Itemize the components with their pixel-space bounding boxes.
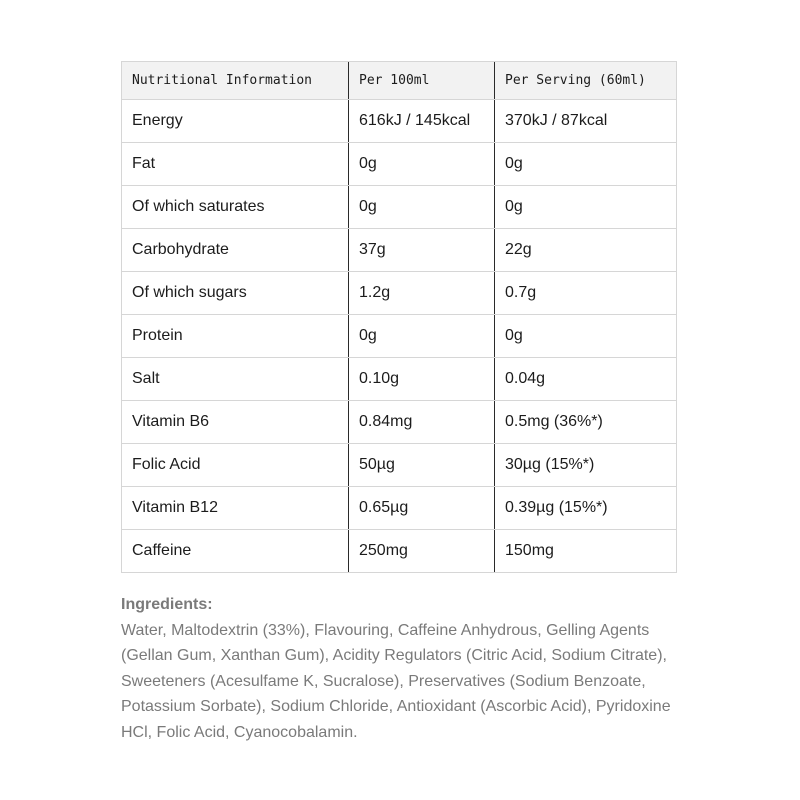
table-row xyxy=(122,186,677,229)
header-per-100ml: Per 100ml xyxy=(349,62,495,100)
nutrient-name: Fat xyxy=(122,143,349,186)
nutrient-name: Caffeine xyxy=(122,530,349,573)
nutrient-name: Vitamin B6 xyxy=(122,401,349,444)
value-per-serving: 22g xyxy=(495,229,677,272)
value-per-100ml: 0g xyxy=(349,186,495,229)
nutrient-name: Of which saturates xyxy=(122,186,349,229)
table-row xyxy=(122,358,677,401)
value-per-100ml: 37g xyxy=(349,229,495,272)
value-per-serving: 0g xyxy=(495,186,677,229)
value-per-serving: 150mg xyxy=(495,530,677,573)
nutrient-name: Salt xyxy=(122,358,349,401)
value-per-serving: 0.39µg (15%*) xyxy=(495,487,677,530)
header-per-serving: Per Serving (60ml) xyxy=(495,62,677,100)
value-per-100ml: 0.10g xyxy=(349,358,495,401)
value-per-100ml: 50µg xyxy=(349,444,495,487)
table-row xyxy=(122,315,677,358)
value-per-serving: 0.5mg (36%*) xyxy=(495,401,677,444)
value-per-serving: 0.04g xyxy=(495,358,677,401)
nutrient-name: Carbohydrate xyxy=(122,229,349,272)
table-row xyxy=(122,143,677,186)
value-per-100ml: 0.65µg xyxy=(349,487,495,530)
table-row xyxy=(122,272,677,315)
ingredients-label: Ingredients: xyxy=(121,596,213,613)
ingredients-text: Water, Maltodextrin (33%), Flavouring, Caffeine Anhydrous, Gelling Agents (Gellan Gum, Xanthan Gum), Acidity Regulators (Citric Acid, Sodium Citrate), Sweeteners (Acesulfame K, Sucralose), Preservatives (Sodium Benzoate, Potassium Sorbate), Sodium Chloride, Antioxidant (Ascorbic Acid), Pyridoxine HCl, Folic Acid, Cyanocobalamin. xyxy=(121,621,671,741)
nutrient-name: Protein xyxy=(122,315,349,358)
nutrient-name: Folic Acid xyxy=(122,444,349,487)
table-row xyxy=(122,229,677,272)
value-per-100ml: 0g xyxy=(349,143,495,186)
table-row xyxy=(122,401,677,444)
value-per-serving: 30µg (15%*) xyxy=(495,444,677,487)
table-row xyxy=(122,444,677,487)
value-per-serving: 0.7g xyxy=(495,272,677,315)
nutrient-name: Energy xyxy=(122,100,349,143)
value-per-100ml: 250mg xyxy=(349,530,495,573)
table-row xyxy=(122,487,677,530)
value-per-serving: 0g xyxy=(495,143,677,186)
value-per-serving: 370kJ / 87kcal xyxy=(495,100,677,143)
ingredients-section xyxy=(121,592,681,745)
value-per-100ml: 0.84mg xyxy=(349,401,495,444)
value-per-100ml: 1.2g xyxy=(349,272,495,315)
table-header-row xyxy=(122,62,677,100)
nutrition-table xyxy=(121,61,677,573)
value-per-serving: 0g xyxy=(495,315,677,358)
value-per-100ml: 0g xyxy=(349,315,495,358)
header-nutritional-information: Nutritional Information xyxy=(122,62,349,100)
value-per-100ml: 616kJ / 145kcal xyxy=(349,100,495,143)
table-row xyxy=(122,100,677,143)
nutrient-name: Vitamin B12 xyxy=(122,487,349,530)
nutrient-name: Of which sugars xyxy=(122,272,349,315)
table-row xyxy=(122,530,677,573)
